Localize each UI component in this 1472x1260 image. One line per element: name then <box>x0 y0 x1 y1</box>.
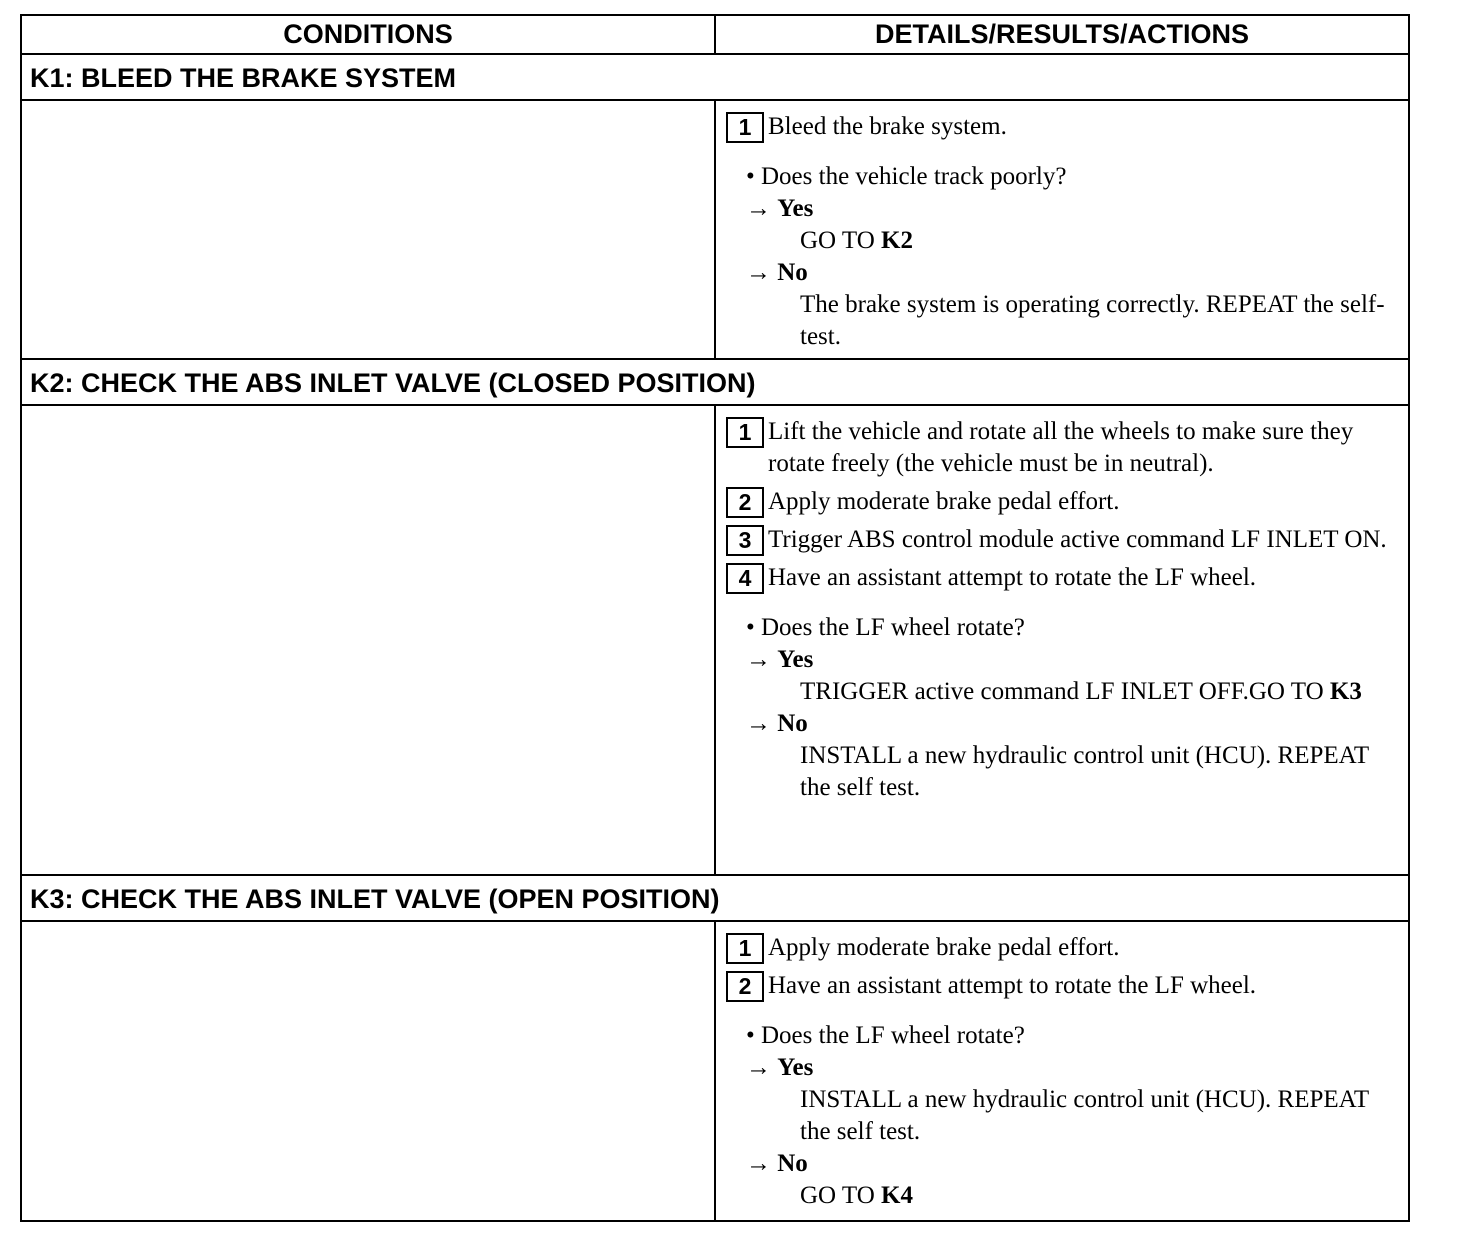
k1-no-result: The brake system is operating correctly. REPEAT the self-test. <box>800 291 1385 350</box>
k1-body-row <box>22 99 1408 358</box>
k3-section-title: K3: CHECK THE ABS INLET VALVE (OPEN POSITION) <box>22 874 1408 920</box>
k2-step-2 <box>726 486 1396 518</box>
step-number-box: 1 <box>726 112 764 143</box>
k3-conditions-cell <box>22 922 716 1220</box>
yes-result-text: GO TO <box>800 227 882 254</box>
step-text: Lift the vehicle and rotate all the wheels to make sure they rotate freely (the vehicle must be in neutral). <box>768 418 1354 477</box>
no-label: No <box>777 259 808 286</box>
yes-result-target: K2 <box>881 227 913 254</box>
yes-label: Yes <box>777 1054 814 1081</box>
k3-no-result <box>726 1180 1396 1212</box>
k2-question: • Does the LF wheel rotate? <box>746 614 1025 641</box>
k2-yes-result <box>726 676 1396 708</box>
k2-body-row <box>22 404 1408 874</box>
conditions-header: CONDITIONS <box>22 16 716 53</box>
k3-yes-branch: → Yes <box>746 1054 814 1081</box>
step-number-box: 3 <box>726 525 764 556</box>
k2-details-cell <box>716 406 1408 874</box>
no-result-target: K4 <box>881 1182 913 1209</box>
yes-label: Yes <box>777 646 814 673</box>
step-number-box: 2 <box>726 487 764 518</box>
k1-conditions-cell <box>22 101 716 358</box>
k3-step-1 <box>726 932 1396 964</box>
k3-step-2 <box>726 970 1396 1002</box>
step-number-box: 1 <box>726 417 764 448</box>
step-text: Bleed the brake system. <box>768 113 1007 140</box>
k2-step-1 <box>726 416 1396 480</box>
no-label: No <box>777 1150 808 1177</box>
step-text: Have an assistant attempt to rotate the LF wheel. <box>768 564 1257 591</box>
k1-no-branch: → No <box>746 259 808 286</box>
k1-yes-branch: → Yes <box>746 195 814 222</box>
k1-step-1 <box>726 111 1396 143</box>
k2-conditions-cell <box>22 406 716 874</box>
step-text: Apply moderate brake pedal effort. <box>768 488 1120 515</box>
diagnostic-table <box>20 14 1410 1222</box>
table-header-row <box>22 16 1408 53</box>
details-header: DETAILS/RESULTS/ACTIONS <box>874 19 1249 49</box>
no-label: No <box>777 710 808 737</box>
k1-question: • Does the vehicle track poorly? <box>746 163 1067 190</box>
step-text: Trigger ABS control module active command LF INLET ON. <box>768 526 1387 553</box>
yes-result-text: TRIGGER active command LF INLET OFF.GO TO <box>800 678 1330 705</box>
k2-no-branch: → No <box>746 710 808 737</box>
k2-step-3 <box>726 524 1396 556</box>
yes-label: Yes <box>777 195 814 222</box>
k3-no-branch: → No <box>746 1150 808 1177</box>
k3-yes-result: INSTALL a new hydraulic control unit (HCU). REPEAT the self test. <box>800 1086 1369 1145</box>
step-text: Apply moderate brake pedal effort. <box>768 934 1120 961</box>
k3-body-row <box>22 920 1408 1220</box>
step-text: Have an assistant attempt to rotate the LF wheel. <box>768 972 1257 999</box>
yes-result-target: K3 <box>1329 678 1362 705</box>
k1-yes-result <box>726 225 1396 257</box>
k1-section-title: K1: BLEED THE BRAKE SYSTEM <box>22 53 1408 99</box>
no-result-text: GO TO <box>800 1182 882 1209</box>
step-number-box: 4 <box>726 563 764 594</box>
k2-section-title: K2: CHECK THE ABS INLET VALVE (CLOSED POSITION) <box>22 358 1408 404</box>
k2-yes-branch: → Yes <box>746 646 814 673</box>
step-number-box: 2 <box>726 971 764 1002</box>
k3-details-cell <box>716 922 1408 1220</box>
k1-details-cell <box>716 101 1408 358</box>
step-number-box: 1 <box>726 933 764 964</box>
k2-no-result: INSTALL a new hydraulic control unit (HCU). REPEAT the self test. <box>800 742 1369 801</box>
k2-step-4 <box>726 562 1396 594</box>
k3-question: • Does the LF wheel rotate? <box>746 1022 1025 1049</box>
